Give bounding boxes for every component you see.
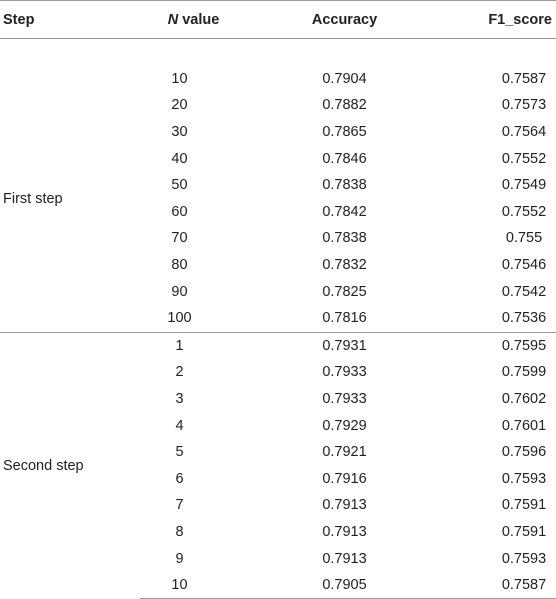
f1-score-cell: 0.7552 bbox=[501, 150, 547, 167]
n-value-cell: 50 bbox=[171, 177, 188, 194]
f1-score-cell: 0.7549 bbox=[501, 177, 547, 194]
spacer-row bbox=[0, 39, 556, 66]
accuracy-cell: 0.7931 bbox=[247, 332, 420, 359]
table-row bbox=[0, 66, 556, 93]
n-value-cell: 90 bbox=[171, 283, 188, 300]
n-value-cell: 5 bbox=[175, 444, 184, 461]
n-value-cell: 20 bbox=[171, 97, 188, 114]
accuracy-cell: 0.7825 bbox=[322, 283, 367, 300]
accuracy-cell: 0.7913 bbox=[322, 550, 367, 567]
accuracy-cell: 0.7838 bbox=[322, 230, 367, 247]
f1-score-cell: 0.7546 bbox=[501, 257, 547, 274]
header-f1-score: F1_score bbox=[420, 1, 556, 39]
f1-score-cell: 0.7564 bbox=[501, 124, 547, 141]
f1-score-cell: 0.7587 bbox=[420, 572, 556, 599]
n-value-cell: 60 bbox=[171, 203, 188, 220]
accuracy-cell: 0.7913 bbox=[322, 497, 367, 514]
n-value-cell: 7 bbox=[175, 497, 184, 514]
n-value-cell: 80 bbox=[171, 257, 188, 274]
group-first-step bbox=[0, 39, 556, 333]
accuracy-cell: 0.7838 bbox=[322, 177, 367, 194]
f1-score-cell: 0.7595 bbox=[420, 332, 556, 359]
accuracy-cell: 0.7904 bbox=[322, 70, 367, 87]
f1-score-cell: 0.7602 bbox=[501, 391, 547, 408]
f1-score-cell: 0.7542 bbox=[501, 283, 547, 300]
f1-score-cell: 0.7593 bbox=[501, 470, 547, 487]
f1-score-cell: 0.7552 bbox=[501, 203, 547, 220]
f1-score-cell: 0.7573 bbox=[501, 97, 547, 114]
f1-score-cell: 0.7601 bbox=[501, 417, 547, 434]
header-row bbox=[0, 1, 556, 39]
accuracy-cell: 0.7846 bbox=[322, 150, 367, 167]
f1-score-cell: 0.7536 bbox=[501, 310, 547, 327]
table-header bbox=[0, 1, 556, 39]
f1-score-cell: 0.7591 bbox=[501, 497, 547, 514]
accuracy-cell: 0.7929 bbox=[322, 417, 367, 434]
table-row bbox=[0, 332, 556, 359]
n-value-cell: 70 bbox=[171, 230, 188, 247]
n-value-cell: 2 bbox=[175, 364, 184, 381]
group-second-step bbox=[0, 332, 556, 599]
n-value-cell: 10 bbox=[171, 70, 188, 87]
accuracy-cell: 0.7916 bbox=[322, 470, 367, 487]
n-value-cell: 1 bbox=[140, 332, 247, 359]
f1-score-cell: 0.7591 bbox=[501, 523, 547, 540]
accuracy-cell: 0.7882 bbox=[322, 97, 367, 114]
n-value-cell: 4 bbox=[175, 417, 184, 434]
spacer-cell bbox=[0, 39, 556, 66]
n-value-cell: 3 bbox=[175, 391, 184, 408]
n-value-cell: 9 bbox=[175, 550, 184, 567]
accuracy-cell: 0.7832 bbox=[322, 257, 367, 274]
accuracy-cell: 0.7865 bbox=[322, 124, 367, 141]
accuracy-cell: 0.7842 bbox=[322, 203, 367, 220]
header-n-value bbox=[140, 1, 247, 39]
n-value-cell: 100 bbox=[167, 310, 192, 327]
n-value-cell: 8 bbox=[175, 523, 184, 540]
accuracy-cell: 0.7933 bbox=[322, 391, 367, 408]
f1-score-cell: 0.7599 bbox=[501, 364, 547, 381]
accuracy-cell: 0.7913 bbox=[322, 523, 367, 540]
f1-score-cell: 0.7587 bbox=[501, 70, 547, 87]
f1-score-cell: 0.7593 bbox=[501, 550, 547, 567]
accuracy-cell: 0.7933 bbox=[322, 364, 367, 381]
n-value-cell: 40 bbox=[171, 150, 188, 167]
n-value-cell: 6 bbox=[175, 470, 184, 487]
header-step: Step bbox=[0, 1, 140, 39]
header-n-value-rest: value bbox=[178, 11, 220, 28]
step-label: Second step bbox=[0, 332, 140, 599]
header-accuracy: Accuracy bbox=[247, 1, 420, 39]
n-value-cell: 10 bbox=[140, 572, 247, 599]
accuracy-cell: 0.7905 bbox=[247, 572, 420, 599]
accuracy-cell: 0.7921 bbox=[322, 444, 367, 461]
accuracy-cell: 0.7816 bbox=[322, 310, 367, 327]
f1-score-cell: 0.755 bbox=[505, 230, 543, 247]
n-value-cell: 30 bbox=[171, 124, 188, 141]
header-n-value-italic: N bbox=[167, 11, 179, 28]
f1-score-cell: 0.7596 bbox=[501, 444, 547, 461]
step-label: First step bbox=[3, 190, 63, 207]
